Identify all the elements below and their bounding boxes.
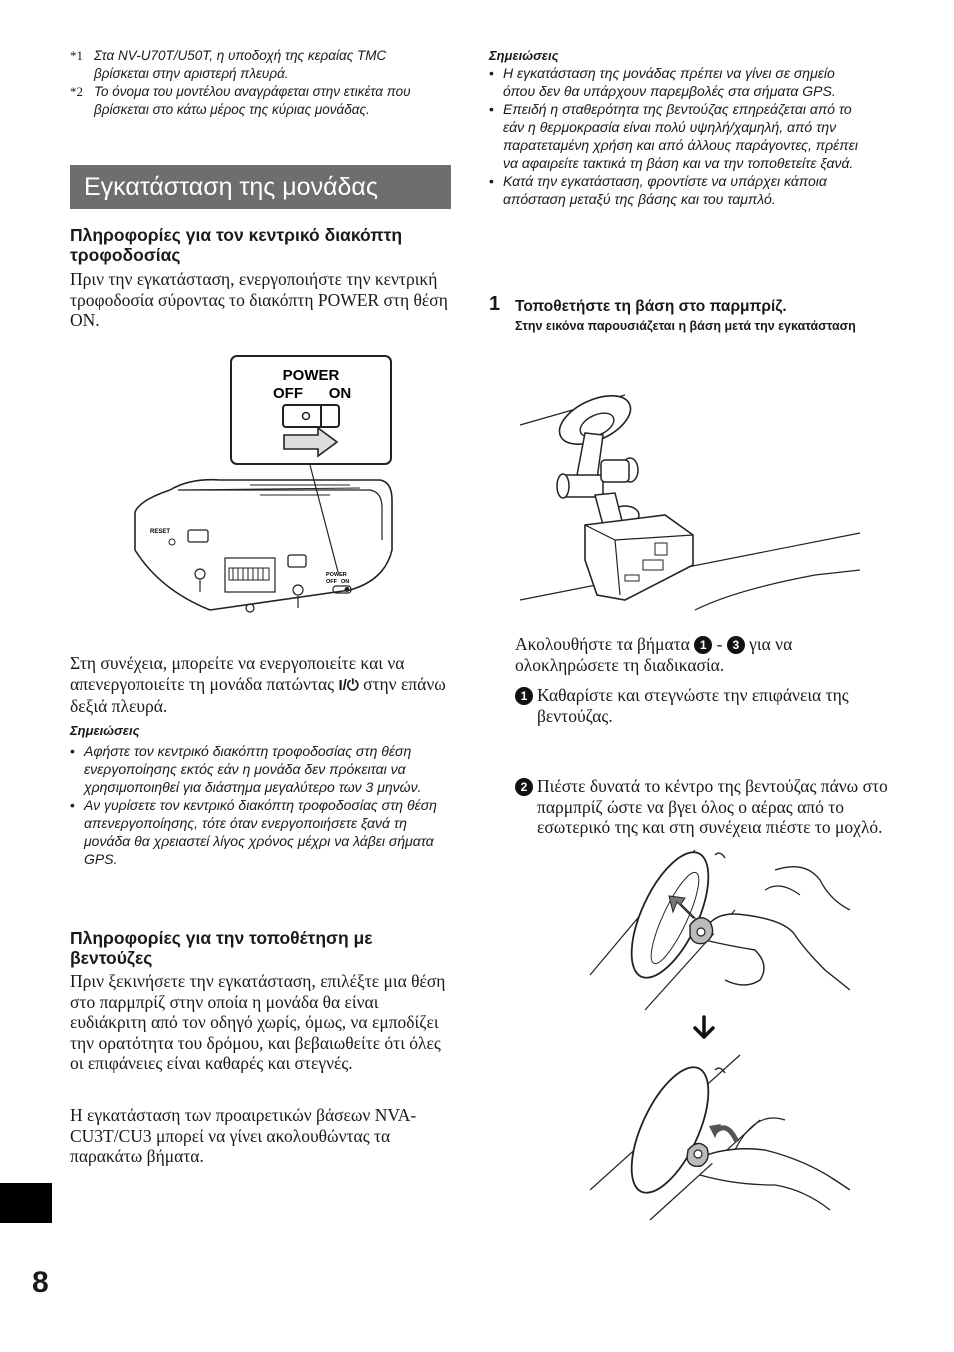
footnotes [70,47,430,119]
step-circle: 1 [515,687,533,705]
after-text: Στη συνέχεια, μπορείτε να ενεργοποιείτε και να απενεργοποιείτε τη μονάδα πατώντας I/⏻ στην επάνω δεξιά πλευρά. [70,653,446,716]
page-number: 8 [32,1266,49,1299]
step-intro: Ακολουθήστε τα βήματα 1 - 3 για να ολοκληρώσετε τη διαδικασία. [515,634,793,675]
suction-p2: Η εγκατάσταση των προαιρετικών βάσεων NVA-CU3T/CU3 μπορεί να γίνει ακολουθώντας τα παρακάτω βήματα. [70,1105,417,1166]
note-item: • Αν γυρίσετε τον κεντρικό διακόπτη τροφοδοσίας στη θέση απενεργοποίησης, τότε όταν ενεργοποιήσετε ξανά τη μονάδα θα χρειαστεί λίγος χρόνος μέχρι να λάβει σήματα GPS. [70,797,437,867]
power-heading: Πληροφορίες για τον κεντρικό διακόπτη τροφοδοσίας [70,225,403,265]
power-switch-illustration [130,350,400,620]
step-number: 1 [489,293,501,315]
power-text: Πριν την εγκατάσταση, ενεργοποιήστε την κεντρική τροφοδοσία σύροντας το διακόπτη POWER στη θέση ON. [70,269,448,330]
suction-heading: Πληροφορίες για την τοποθέτηση με βεντούζες [70,928,373,968]
notes-left [70,722,450,868]
sub-step: 1 Καθαρίστε και στεγνώστε την επιφάνεια της βεντούζας. [515,685,887,726]
mount-illustration [515,375,865,625]
note-item: • Αφήστε τον κεντρικό διακόπτη τροφοδοσίας στη θέση ενεργοποίησης εκτός εάν η μονάδα δεν πρόκειται να χρησιμοποιηθεί για διάστημα μεγαλύτερο των 3 μηνών. [70,743,422,795]
notes-right [489,47,869,208]
off-label: OFF [273,385,303,402]
notes-heading: Σημειώσεις [489,48,559,63]
note-item: • Επειδή η σταθερότητα της βεντούζας επηρεάζεται από το εάν η θερμοκρασία είναι πολύ υψηλή/χαμηλή, από την παρατεταμένη χρήση και από άλλους παράγοντες, πρέπει να αφαιρείτε τακτικά τη βάση και να την τοποθετείτε ξανά. [489,101,858,171]
footnote: *2 Το όνομα του μοντέλου αναγράφεται στην ετικέτα που βρίσκεται στο κάτω μέρος της κύριας μονάδας. [70,84,411,117]
push-lever-illustration [585,1050,850,1225]
arrow-down-icon [692,1015,716,1041]
sub-step: 2 Πιέστε δυνατά το κέντρο της βεντούζας πάνω στο παρμπρίζ ώστε να βγει όλος ο αέρας από το εσωτερικό της και στη συνέχεια πιέστε το μοχλό. [515,776,889,838]
on-label: ON [328,385,352,402]
step-circle: 2 [515,778,533,796]
chapter-tab [0,1183,52,1223]
footnote: *1 Στα NV-U70T/U50T, η υποδοχή της κεραίας TMC βρίσκεται στην αριστερή πλευρά. [70,48,387,81]
step-subtitle: Στην εικόνα παρουσιάζεται η βάση μετά την εγκατάσταση [515,319,856,333]
step-circle: 1 [694,636,712,654]
reset-label: RESET [150,529,171,535]
section-title: Εγκατάσταση της μονάδας [70,165,451,209]
note-item: • Κατά την εγκατάσταση, φροντίστε να υπάρχει κάποια απόσταση μεταξύ της βάσης και του ταμπλό. [489,173,827,207]
press-suction-illustration [585,840,850,1020]
notes-heading: Σημειώσεις [70,723,140,738]
small-power-label: POWER [326,572,347,578]
power-symbol: I/⏻ [338,676,359,694]
power-label: POWER [282,367,340,384]
suction-p1: Πριν ξεκινήσετε την εγκατάσταση, επιλέξτε μια θέση στο παρμπρίζ στην οποία η μονάδα θα είναι ευδιάκριτη από τον οδηγό χωρίς, όμως, να εμποδίζει την ορατότητα του δρόμου, και βεβαιωθείτε ότι όλες οι επιφάνειες είναι καθαρές και στεγνές. [70,971,446,1073]
step-title: Τοποθετήστε τη βάση στο παρμπρίζ. [515,298,787,315]
step-circle: 3 [727,636,745,654]
note-item: • Η εγκατάσταση της μονάδας πρέπει να γίνει σε σημείο όπου δεν θα υπάρχουν παρεμβολές στα σήματα GPS. [489,65,836,99]
small-on-label: ON [341,579,350,585]
small-off-label: OFF [326,579,337,585]
